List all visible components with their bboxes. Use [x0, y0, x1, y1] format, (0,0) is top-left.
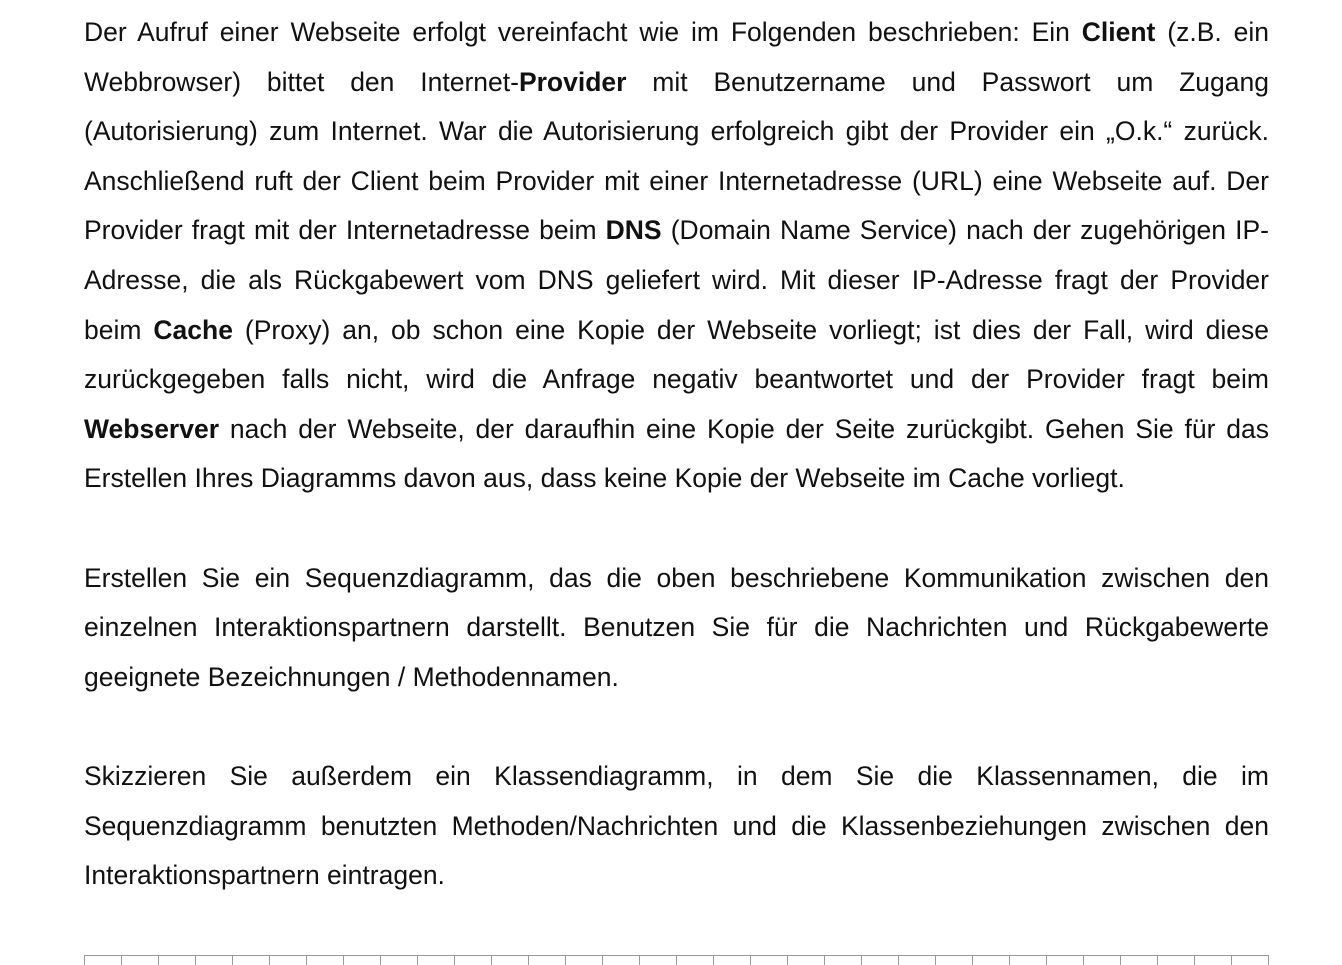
term-provider: Provider — [518, 66, 627, 97]
document-page — [84, 8, 1269, 901]
sequence-diagram-task-paragraph: Erstellen Sie ein Sequenzdiagramm, das die oben beschriebene Kommunikation zwischen den einzelnen Interaktionspartnern darstellt. Benutzen Sie für die Nachrichten und Rückgabewerte geeignete Bezeichnungen / Methodennamen. — [84, 562, 1269, 692]
text-segment: mit Benutzername und Passwort um Zugang (Autorisierung) zum Internet. War die Autorisierung erfolgreich gibt der Provider ein „O.k.“ zurück. Anschließend ruft der Client beim Provider mit einer Internetadresse (URL) eine Webseite auf. Der Provider fragt mit der Internetadresse beim — [84, 66, 1269, 246]
paragraph-spacer — [84, 504, 1269, 554]
task-description-paragraph — [84, 8, 1269, 504]
text-segment: (Domain Name Service) nach der zugehörigen IP-Adresse, die als Rückgabewert vom DNS geliefert wird. Mit dieser IP-Adresse fragt der Provider beim — [84, 215, 1269, 345]
term-webserver: Webserver — [84, 413, 220, 444]
term-client: Client — [1081, 17, 1156, 47]
text-segment: (Proxy) an, ob schon eine Kopie der Webseite vorliegt; ist dies der Fall, wird diese zurückgegeben falls nicht, wird die Anfrage negativ beantwortet und der Provider fragt beim — [84, 314, 1269, 395]
paragraph-spacer — [84, 702, 1269, 752]
term-dns: DNS — [605, 215, 662, 246]
text-segment: nach der Webseite, der daraufhin eine Kopie der Seite zurückgibt. Gehen Sie für das Erstellen Ihres Diagramms davon aus, dass keine Kopie der Webseite im Cache vorliegt. — [84, 413, 1269, 494]
class-diagram-task-paragraph: Skizzieren Sie außerdem ein Klassendiagramm, in dem Sie die Klassennamen, die im Sequenzdiagramm benutzten Methoden/Nachrichten und die Klassenbeziehungen zwischen den Interaktionspartnern eintragen. — [84, 760, 1269, 891]
term-cache: Cache — [153, 314, 233, 345]
text-segment: Der Aufruf einer Webseite erfolgt vereinfacht wie im Folgenden beschrieben: Ein — [84, 17, 1082, 47]
text-segment: (z.B. ein Webbrowser) bittet den Internet- — [84, 17, 1269, 97]
